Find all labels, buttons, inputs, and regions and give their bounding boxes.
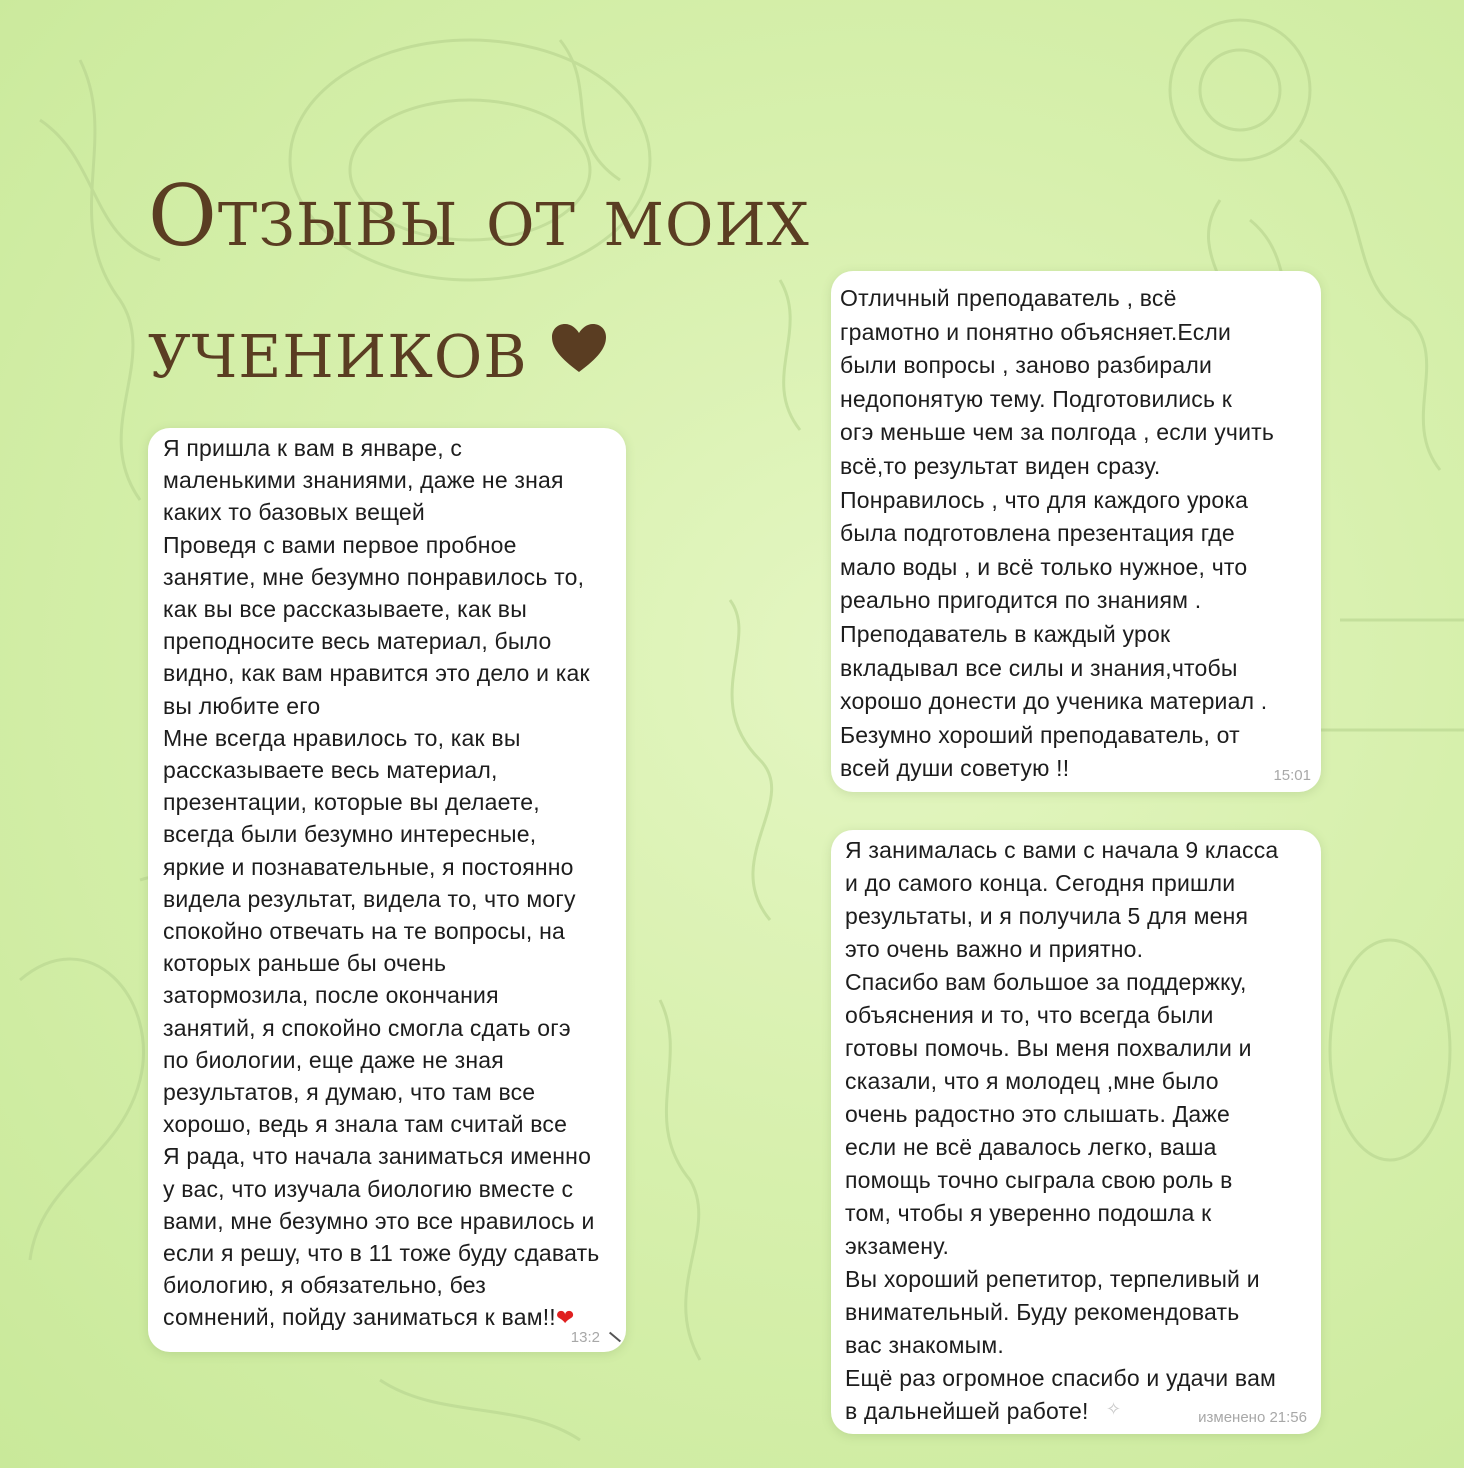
title-line-1: Отзывы от моих <box>148 167 810 265</box>
review-card-2 <box>831 271 1321 792</box>
title-line-2-text: учеников <box>148 299 528 397</box>
review-text-3: Я занималась с вами с начала 9 класса и до самого конца. Сегодня пришли результаты, и я получила 5 для меня это очень важно и приятно. Спасибо вам большое за поддержку, объяснения и то, что всегда были готовы помочь. Вы меня похвалили и сказали, что я молодец ,мне было очень радостно это слышать. Даже если не всё давалось легко, ваша помощь точно сыграла свою роль в том, чтобы я уверенно подошла к экзамену. Вы хороший репетитор, терпеливый и внимательный. Буду рекомендовать вас знакомым. Ещё раз огромное спасибо и удачи вам в дальнейшей работе! <box>845 837 1279 1424</box>
review-timestamp-3: изменено 21:56 <box>1198 1409 1307 1426</box>
red-heart-emoji: ❤ <box>555 1305 575 1331</box>
review-timestamp-2: 15:01 <box>1273 767 1311 784</box>
review-text-2: Отличный преподаватель , всё грамотно и понятно объясняет.Если были вопросы , заново разбирали недопонятую тему. Подготовились к огэ меньше чем за полгода , если учить всё,то результат виден сразу. Понравилось , что для каждого урока была подготовлена презентация где мало воды , и всё только нужное, что реально пригодится по знаниям . Преподаватель в каждый урок вкладывал все силы и знания,чтобы хорошо донести до ученика материал . Безумно хороший преподаватель, от всей души советую !! <box>840 285 1275 782</box>
sparkle-icon: ✧ <box>1106 1399 1122 1419</box>
review-card-3 <box>831 830 1321 1434</box>
review-text-1 <box>163 432 616 1335</box>
review-text-1-body: Я пришла к вам в январе, с маленькими знаниями, даже не зная каких то базовых вещей Проведя с вами первое пробное занятие, мне безумно понравилось то, как вы все рассказываете, как вы преподносите весь материал, было видно, как вам нравится это дело и как вы любите его Мне всегда нравилось то, как вы рассказываете весь материал, презентации, которые вы делаете, всегда были безумно интересные, яркие и познавательные, я постоянно видела результат, видела то, что могу спокойно отвечать на те вопросы, на которых раньше бы очень затормозила, после окончания занятий, я спокойно смогла сдать огэ по биологии, еще даже не зная результатов, я думаю, что там все хорошо, ведь я знала там считай все Я рада, что начала заниматься именно у вас, что изучала биологию вместе с вами, мне безумно это все нравилось и если я решу, что в 11 тоже буду сдавать биологию, я обязательно, без сомнений, пойду заниматься к вам!! <box>163 435 600 1331</box>
review-card-1 <box>148 428 626 1352</box>
review-timestamp-1: 13:2 <box>570 1329 600 1346</box>
heart-icon <box>550 322 608 374</box>
